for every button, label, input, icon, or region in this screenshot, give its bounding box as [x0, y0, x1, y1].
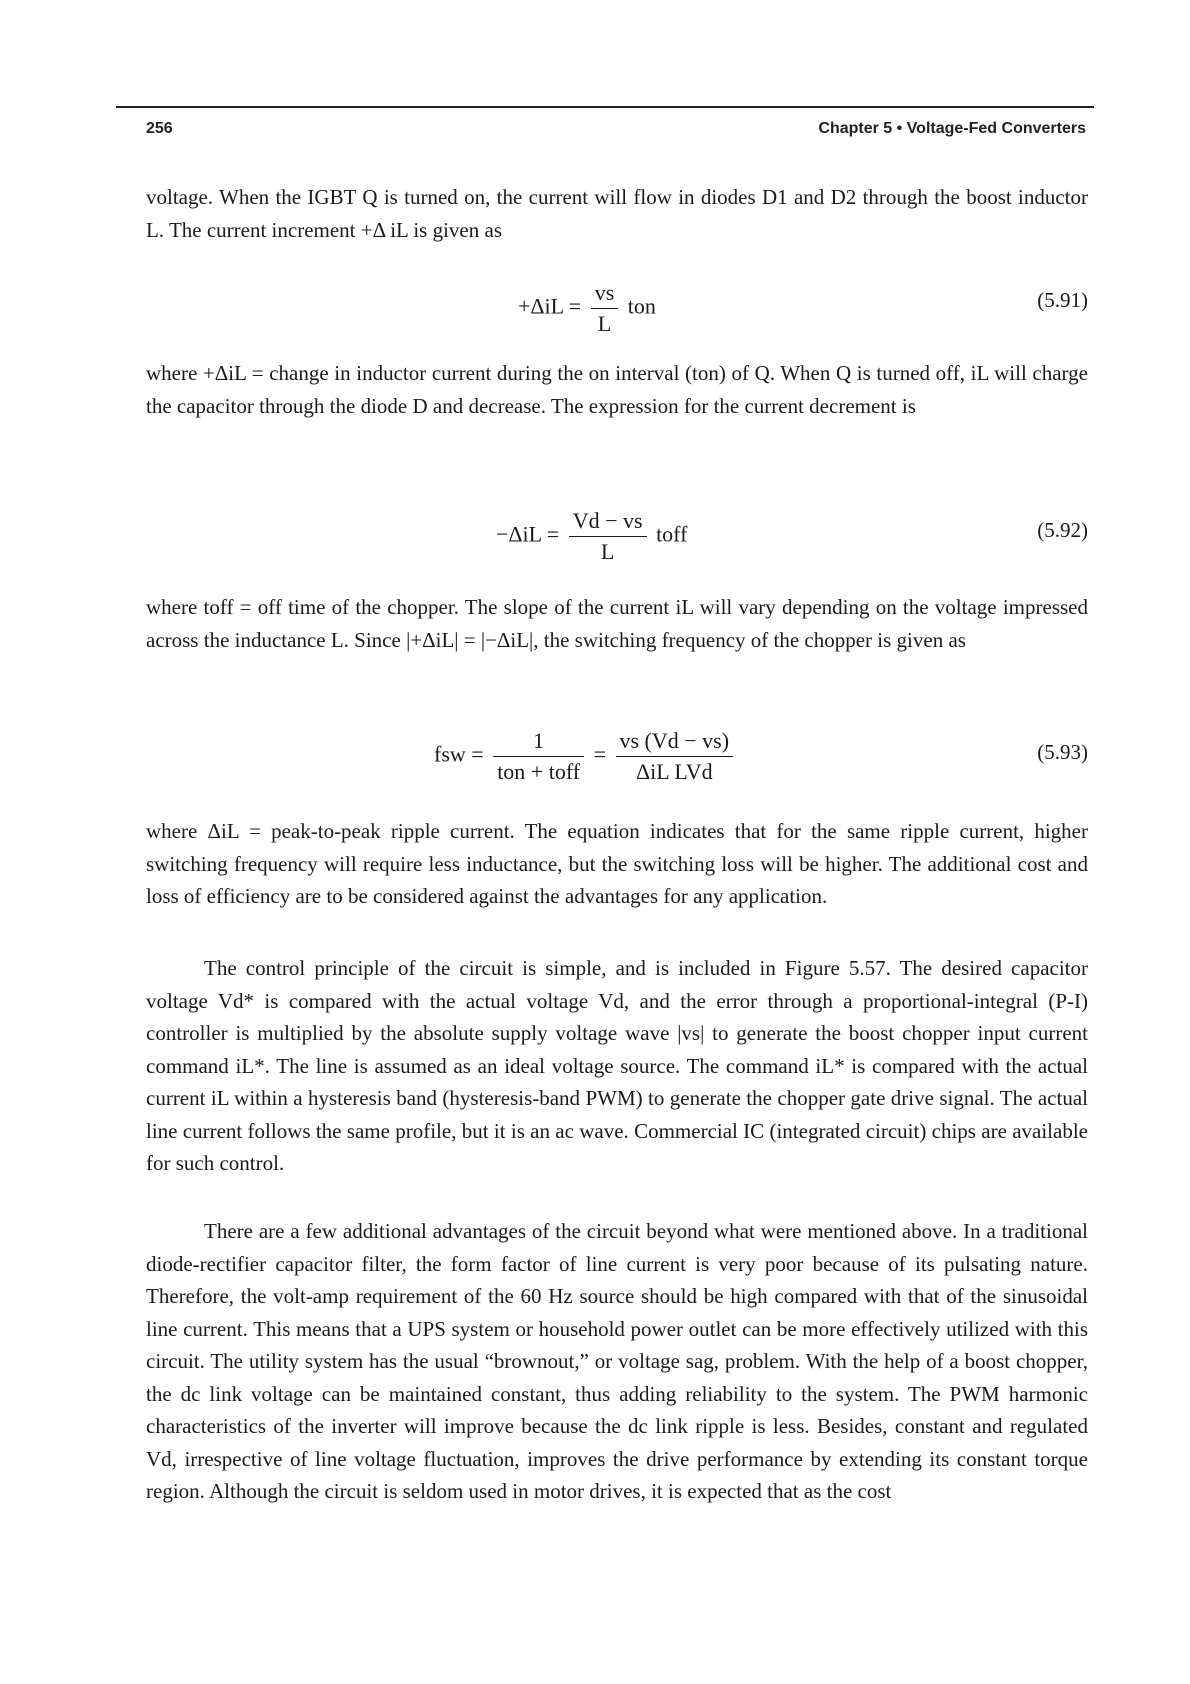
equation-5-93 [146, 728, 1088, 794]
fraction-numerator: 1 [493, 728, 584, 757]
equation-lhs: fsw = [434, 741, 484, 767]
paragraph-2: where +ΔiL = change in inductor current during the on interval (ton) of Q. When Q is turned off, iL will charge the capacitor through the diode D and decrease. The expression for the current decrement is [146, 361, 1088, 418]
fraction-numerator: vs (Vd − vs) [616, 728, 734, 757]
paragraph-4: where ΔiL = peak-to-peak ripple current. The equation indicates that for the same ripple current, higher switching frequency will require less inductance, but the switching loss will be higher. The additional cost and loss of efficiency are to be considered against the advantages for any application. [146, 819, 1088, 908]
page-number: 256 [146, 120, 173, 137]
paragraph-5 [146, 952, 1088, 1180]
running-head: Chapter 5 • Voltage-Fed Converters [818, 120, 1086, 137]
equation-lhs: +ΔiL = [518, 293, 582, 319]
equation-fraction-2 [616, 728, 734, 785]
paragraph-1: voltage. When the IGBT Q is turned on, the current will flow in diodes D1 and D2 through the boost inductor L. The current increment +Δ iL is given as [146, 185, 1088, 242]
paragraph-6 [146, 1215, 1088, 1508]
paragraph-6-text: There are a few additional advantages of the circuit beyond what were mentioned above. In a traditional diode-rectifier capacitor filter, the form factor of line current is very poor because of its pulsating nature. Therefore, the volt-amp requirement of the 60 Hz source should be high compared with that of the sinusoidal line current. This means that a UPS system or household power outlet can be more effectively utilized with this circuit. The utility system has the usual “brownout,” or voltage sag, problem. With the help of a boost chopper, the dc link voltage can be maintained constant, thus adding reliability to the system. The PWM harmonic characteristics of the inverter will improve because the dc link ripple is less. Besides, constant and regulated Vd, irrespective of line voltage fluctuation, improves the drive performance by extending its constant torque region. Although the circuit is seldom used in motor drives, it is expected that as the cost [146, 1219, 1088, 1503]
equation-tail: toff [656, 521, 688, 547]
fraction-denominator: L [600, 539, 615, 564]
equation-number: (5.92) [1037, 518, 1088, 542]
equation-fraction [569, 508, 647, 565]
equation-number: (5.91) [1037, 288, 1088, 312]
equation-fraction [591, 280, 619, 337]
equation-5-91 [146, 280, 1088, 340]
fraction-numerator: Vd − vs [569, 508, 647, 537]
fraction-denominator: L [597, 311, 612, 336]
header-rule [116, 106, 1094, 108]
equation-fraction-1 [493, 728, 584, 785]
equation-5-92 [146, 508, 1088, 568]
equation-equals: = [593, 741, 606, 767]
fraction-denominator: ΔiL LVd [635, 759, 713, 784]
paragraph-5-text: The control principle of the circuit is simple, and is included in Figure 5.57. The desired capacitor voltage Vd* is compared with the actual voltage Vd, and the error through a proportional-integral (P-I) controller is multiplied by the absolute supply voltage wave |vs| to generate the boost chopper input current command iL*. The line is assumed as an ideal voltage source. The command iL* is compared with the actual current iL within a hysteresis band (hysteresis-band PWM) to generate the chopper gate drive signal. The actual line current follows the same profile, but it is an ac wave. Commercial IC (integrated circuit) chips are available for such control. [146, 956, 1088, 1175]
fraction-denominator: ton + toff [497, 759, 581, 784]
paragraph-3: where toff = off time of the chopper. The slope of the current iL will vary depending on the voltage impressed across the inductance L. Since |+ΔiL| = |−ΔiL|, the switching frequency of the chopper is given as [146, 595, 1088, 652]
equation-number: (5.93) [1037, 740, 1088, 764]
equation-tail: ton [627, 293, 656, 319]
fraction-numerator: vs [591, 280, 619, 309]
equation-lhs: −ΔiL = [496, 521, 560, 547]
